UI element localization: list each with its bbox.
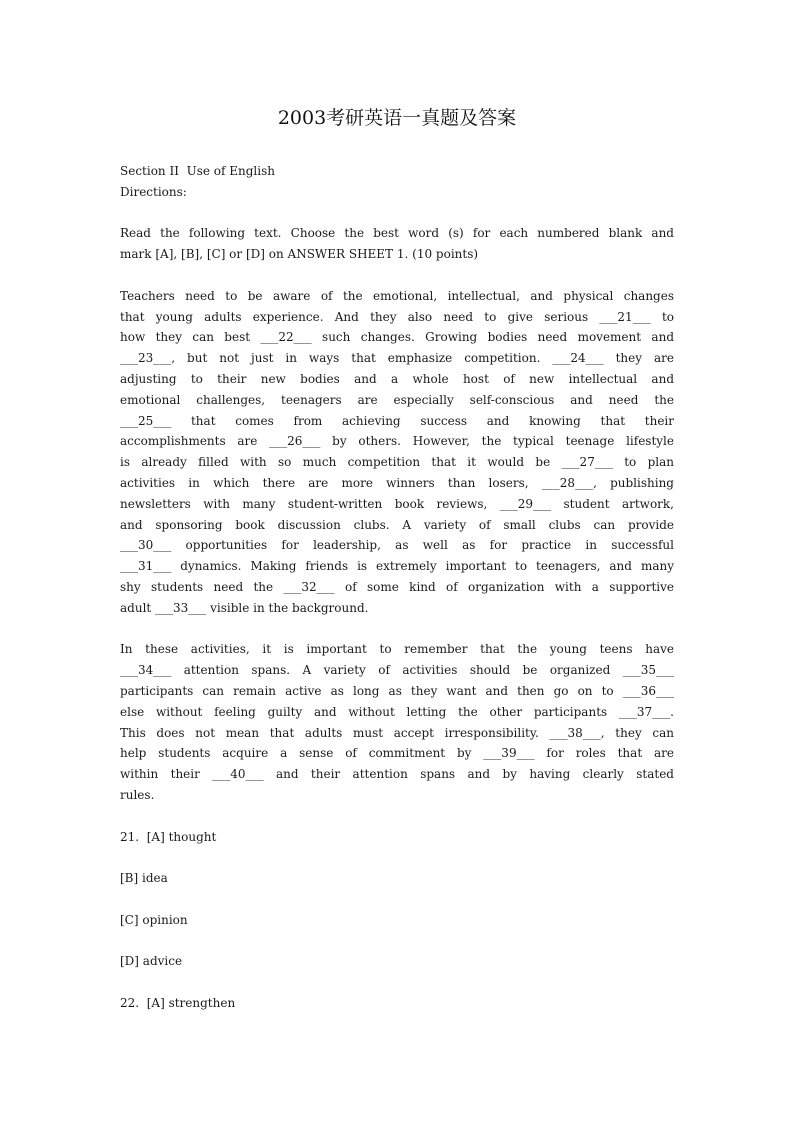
- passage-paragraph-1: [120, 286, 674, 619]
- passage-line: and sponsoring book discussion clubs. A variety of small clubs can provide: [120, 517, 674, 532]
- blank-line: [120, 203, 674, 224]
- passage-line: is already filled with so much competition that it would be ___27___ to plan: [120, 455, 674, 470]
- section-heading: Section II Use of English: [120, 164, 275, 178]
- passage-line: else without feeling guilty and without letting the other participants ___37___.: [120, 704, 674, 719]
- passage-line: emotional challenges, teenagers are especially self-conscious and need the: [120, 392, 674, 407]
- passage-line: participants can remain active as long as they want and then go on to ___36___: [120, 683, 674, 698]
- passage-line: adjusting to their new bodies and a whole host of new intellectual and: [120, 371, 674, 386]
- instructions-line: mark [A], [B], [C] or [D] on ANSWER SHEET 1. (10 points): [120, 247, 479, 262]
- question-21-option-a: [120, 827, 674, 848]
- passage-line: activities in which there are more winners than losers, ___28___, publishing: [120, 475, 674, 490]
- document-title: 2003考研英语一真题及答案: [277, 107, 517, 129]
- passage-line: In these activities, it is important to remember that the young teens have: [120, 642, 674, 657]
- passage-line: help students acquire a sense of commitment by ___39___ for roles that are: [120, 746, 674, 761]
- question-number: 22.: [120, 995, 140, 1010]
- passage-paragraph-2: [120, 639, 674, 805]
- passage-line: shy students need the ___32___ of some kind of organization with a supportive: [120, 579, 674, 594]
- passage-line: accomplishments are ___26___ by others. However, the typical teenage lifestyle: [120, 434, 674, 449]
- passage-line: newsletters with many student-written book reviews, ___29___ student artwork,: [120, 496, 674, 511]
- passage-line: how they can best ___22___ such changes. Growing bodies need movement and: [120, 330, 674, 345]
- passage-line: ___30___ opportunities for leadership, as well as for practice in successful: [120, 538, 674, 553]
- passage-line: within their ___40___ and their attention spans and by having clearly stated: [120, 767, 674, 782]
- passage-line: rules.: [120, 787, 155, 802]
- option-text: [A] thought: [146, 829, 217, 844]
- question-21-option-d: [D] advice: [120, 954, 183, 969]
- passage-line: ___31___ dynamics. Making friends is extremely important to teenagers, and many: [120, 559, 674, 574]
- passage-line: ___34___ attention spans. A variety of activities should be organized ___35___: [120, 663, 674, 678]
- instructions-paragraph: [120, 223, 674, 265]
- passage-line: adult ___33___ visible in the background.: [120, 600, 369, 615]
- passage-line: that young adults experience. And they also need to give serious ___21___ to: [120, 309, 674, 324]
- directions-label: Directions:: [120, 184, 187, 199]
- question-21-option-c: [C] opinion: [120, 912, 188, 927]
- passage-line: ___25___ that comes from achieving success and knowing that their: [120, 413, 674, 428]
- option-text: [A] strengthen: [146, 995, 236, 1010]
- question-21-option-b: [B] idea: [120, 871, 168, 886]
- instructions-line: Read the following text. Choose the best word (s) for each numbered blank and: [120, 226, 674, 241]
- passage-line: Teachers need to be aware of the emotional, intellectual, and physical changes: [120, 288, 674, 303]
- document-body: [120, 161, 674, 1034]
- passage-line: ___23___, but not just in ways that emphasize competition. ___24___ they are: [120, 351, 674, 366]
- question-22-option-a: [120, 993, 674, 1014]
- passage-line: This does not mean that adults must accept irresponsibility. ___38___, they can: [120, 725, 674, 740]
- question-number: 21.: [120, 829, 140, 844]
